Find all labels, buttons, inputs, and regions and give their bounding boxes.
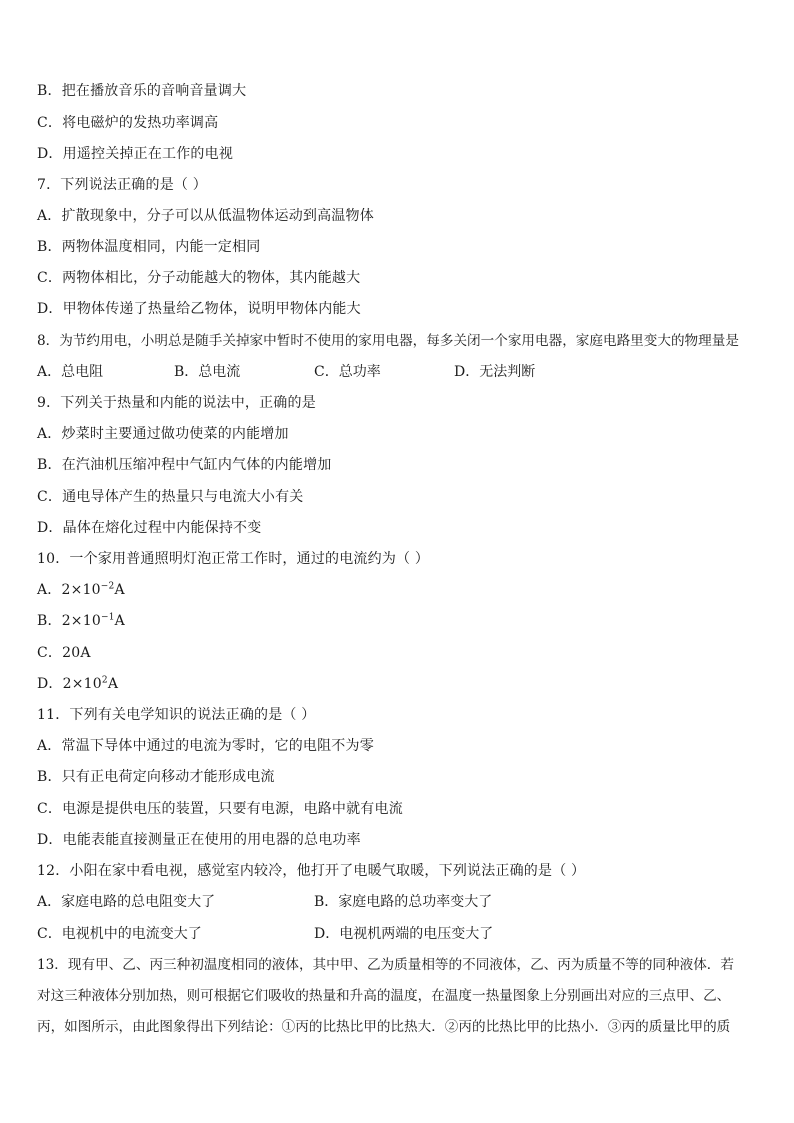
- q12-option-b: B．家庭电路的总功率变大了: [314, 894, 493, 910]
- q8-option-b: B．总电流: [174, 364, 241, 380]
- q10-option-a: [37, 580, 125, 600]
- q10-option-d: [37, 674, 118, 694]
- q7-option-a: A．扩散现象中，分子可以从低温物体运动到高温物体: [37, 208, 374, 224]
- q10-option-c-text: C．20A: [37, 645, 91, 661]
- q9-stem: 9．下列关于热量和内能的说法中，正确的是: [37, 395, 316, 411]
- q10-option-b-unit: A: [114, 613, 125, 629]
- q6-option-c: C．将电磁炉的发热功率调高: [37, 115, 219, 131]
- q7-stem: 7．下列说法正确的是（ ）: [37, 177, 207, 193]
- q10-option-b: [37, 611, 125, 631]
- q10-option-a-base: A．2×10: [37, 582, 101, 598]
- q10-option-a-exponent: −2: [100, 581, 115, 592]
- q7-option-b: B．两物体温度相同，内能一定相同: [37, 239, 261, 255]
- q9-option-d: D．晶体在熔化过程中内能保持不变: [37, 520, 262, 536]
- q9-option-a: A．炒菜时主要通过做功使菜的内能增加: [37, 426, 289, 442]
- q8-stem: 8．为节约用电，小明总是随手关掉家中暂时不使用的家用电器，每多关闭一个家用电器，家庭电路里变大的物理量是: [37, 333, 739, 349]
- q10-option-a-unit: A: [114, 582, 125, 598]
- q7-option-c: C．两物体相比，分子动能越大的物体，其内能越大: [37, 270, 361, 286]
- q11-option-d: D．电能表能直接测量正在使用的用电器的总电功率: [37, 832, 361, 848]
- q8-option-a: A．总电阻: [37, 364, 104, 380]
- q10-option-d-exponent: 2: [101, 675, 108, 686]
- q12-stem: 12．小阳在家中看电视，感觉室内较冷，他打开了电暖气取暖，下列说法正确的是（ ）: [37, 863, 586, 879]
- q13-line-1: 13．现有甲、乙、丙三种初温度相同的液体，其中甲、乙为质量相等的不同液体，乙、丙为质量不等的同种液体．若: [37, 957, 734, 973]
- q10-option-b-exponent: −1: [100, 612, 115, 623]
- q12-option-d: D．电视机两端的电压变大了: [314, 926, 494, 942]
- q11-stem: 11．下列有关电学知识的说法正确的是（ ）: [37, 707, 316, 723]
- q7-option-d: D．甲物体传递了热量给乙物体，说明甲物体内能大: [37, 301, 361, 317]
- q10-stem: 10．一个家用普通照明灯泡正常工作时，通过的电流约为（ ）: [37, 551, 430, 567]
- q11-option-b: B．只有正电荷定向移动才能形成电流: [37, 769, 275, 785]
- q6-option-b: B．把在播放音乐的音响音量调大: [37, 83, 247, 99]
- q8-option-d: D．无法判断: [454, 364, 536, 380]
- q12-option-c: C．电视机中的电流变大了: [37, 926, 202, 942]
- q12-option-a: A．家庭电路的总电阻变大了: [37, 894, 216, 910]
- q11-option-a: A．常温下导体中通过的电流为零时，它的电阻不为零: [37, 738, 374, 754]
- q11-option-c: C．电源是提供电压的装置，只要有电源，电路中就有电流: [37, 801, 403, 817]
- q13-line-3: 丙，如图所示，由此图象得出下列结论：①丙的比热比甲的比热大．②丙的比热比甲的比热小．③丙的质量比甲的质: [37, 1019, 731, 1035]
- q9-option-b: B．在汽油机压缩冲程中气缸内气体的内能增加: [37, 457, 332, 473]
- q6-option-d: D．用遥控关掉正在工作的电视: [37, 146, 234, 162]
- q9-option-c: C．通电导体产生的热量只与电流大小有关: [37, 489, 304, 505]
- q10-option-d-unit: A: [107, 676, 119, 692]
- q10-option-c: [37, 643, 91, 663]
- q13-line-2: 对这三种液体分别加热，则可根据它们吸收的热量和升高的温度，在温度一热量图象上分别画出对应的三点甲、乙、: [37, 988, 731, 1004]
- q10-option-b-base: B．2×10: [37, 613, 101, 629]
- q8-option-c: C．总功率: [314, 364, 381, 380]
- q10-option-d-base: D．2×10: [37, 676, 102, 692]
